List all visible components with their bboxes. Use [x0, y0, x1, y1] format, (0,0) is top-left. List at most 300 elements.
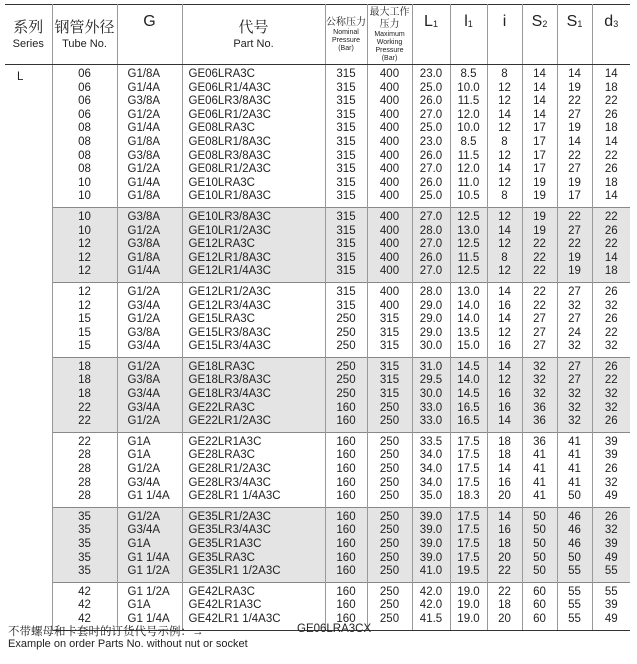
- cell-g-thread: G3/4A: [117, 300, 182, 314]
- cell-nominal-pressure: 250: [325, 340, 367, 357]
- cell-s1: 19: [557, 122, 592, 136]
- cell-max-pressure: 400: [367, 177, 412, 191]
- cell-tube-size: 10: [52, 177, 117, 191]
- order-example-note-zh: 不带螺母和卡套时的订货代号示例：→: [8, 626, 204, 638]
- cell-l1: 33.0: [412, 415, 450, 432]
- cell-l-small: 19.0: [450, 599, 487, 613]
- cell-tube-size: 28: [52, 477, 117, 491]
- cell-nominal-pressure: 315: [325, 177, 367, 191]
- cell-g-thread: G1/2A: [117, 507, 182, 524]
- cell-s2: 32: [522, 374, 557, 388]
- cell-l1: 39.0: [412, 552, 450, 566]
- cell-l1: 33.5: [412, 432, 450, 449]
- cell-l1: 34.0: [412, 449, 450, 463]
- cell-max-pressure: 250: [367, 490, 412, 507]
- cell-l-small: 12.0: [450, 163, 487, 177]
- table-row: [5, 340, 630, 357]
- cell-max-pressure: 250: [367, 432, 412, 449]
- cell-s1: 22: [557, 150, 592, 164]
- cell-d3: 26: [604, 463, 618, 476]
- cell-nominal-pressure: 315: [325, 252, 367, 266]
- cell-i: 12: [487, 207, 522, 224]
- table-row: [5, 463, 630, 477]
- cell-part-no: GE22LR1/2A3C: [182, 415, 325, 432]
- cell-nominal-pressure: 315: [325, 282, 367, 299]
- cell-part-no: GE08LR1/8A3C: [182, 136, 325, 150]
- cell-g-thread: G1 1/4A: [117, 490, 182, 507]
- cell-l1: 25.0: [412, 190, 450, 207]
- cell-tube-size: 08: [52, 122, 117, 136]
- cell-l1: 27.0: [412, 207, 450, 224]
- cell-s2: 41: [522, 463, 557, 477]
- cell-part-no: GE28LR1/2A3C: [182, 463, 325, 477]
- cell-part-no: GE42LR1 1/4A3C: [182, 613, 325, 630]
- cell-part-no: GE35LRA3C: [182, 552, 325, 566]
- cell-i: 14: [487, 313, 522, 327]
- cell-max-pressure: 400: [367, 136, 412, 150]
- cell-l-small: 19.5: [450, 565, 487, 582]
- cell-part-no: GE10LRA3C: [182, 177, 325, 191]
- cell-s2: 14: [522, 65, 557, 82]
- cell-tube-size: 06: [52, 95, 117, 109]
- cell-l-small: 11.5: [450, 252, 487, 266]
- cell-l-small: 17.5: [450, 432, 487, 449]
- table-row: [5, 374, 630, 388]
- cell-i: 12: [487, 374, 522, 388]
- cell-nominal-pressure: 160: [325, 477, 367, 491]
- header-max-en2: Pressure (Bar): [375, 46, 404, 62]
- cell-i: 12: [487, 122, 522, 136]
- table-row: [5, 402, 630, 416]
- cell-max-pressure: 250: [367, 524, 412, 538]
- cell-tube-size: 12: [52, 282, 117, 299]
- header-tube: [52, 5, 117, 65]
- cell-part-no: GE18LRA3C: [182, 357, 325, 374]
- cell-l-small: 19.0: [450, 613, 487, 630]
- table-row: [5, 252, 630, 266]
- cell-part-no: GE08LRA3C: [182, 122, 325, 136]
- cell-s1: 41: [557, 463, 592, 477]
- cell-l-small: 18.3: [450, 490, 487, 507]
- cell-d3: 32: [604, 299, 618, 312]
- table-row: [5, 225, 630, 239]
- cell-l1: 29.5: [412, 374, 450, 388]
- cell-s1: 41: [557, 477, 592, 491]
- header-max-zh: 最大工作压力: [369, 6, 410, 30]
- cell-nominal-pressure: 315: [325, 150, 367, 164]
- cell-part-no: GE15LR3/8A3C: [182, 327, 325, 341]
- table-row: [5, 282, 630, 299]
- cell-tube-size: 06: [52, 82, 117, 96]
- cell-i: 14: [487, 225, 522, 239]
- cell-s1: 22: [557, 238, 592, 252]
- cell-i: 14: [487, 163, 522, 177]
- cell-i: 22: [487, 582, 522, 599]
- cell-s2: 60: [522, 613, 557, 630]
- cell-d3: 18: [604, 81, 618, 94]
- cell-s1: 27: [557, 109, 592, 123]
- cell-tube-size: 28: [52, 490, 117, 507]
- cell-i: 8: [487, 252, 522, 266]
- cell-max-pressure: 315: [367, 374, 412, 388]
- cell-l1: 28.0: [412, 225, 450, 239]
- header-part: [182, 5, 325, 65]
- cell-max-pressure: 250: [367, 538, 412, 552]
- header-nominal-zh: 公称压力: [326, 16, 366, 28]
- cell-l-small: 11.5: [450, 95, 487, 109]
- cell-s1: 32: [557, 300, 592, 314]
- header-tube-zh: 钢管外径: [54, 18, 115, 36]
- cell-max-pressure: 400: [367, 300, 412, 314]
- cell-nominal-pressure: 315: [325, 225, 367, 239]
- header-s2-label: S: [531, 13, 543, 30]
- table-body: [5, 65, 630, 631]
- cell-d3: 32: [604, 476, 618, 489]
- header-l-small-label: l: [464, 13, 468, 30]
- table-row: [5, 265, 630, 282]
- cell-nominal-pressure: 315: [325, 238, 367, 252]
- cell-s2: 19: [522, 190, 557, 207]
- cell-d3: 26: [604, 163, 618, 176]
- cell-i: 16: [487, 402, 522, 416]
- header-nominal: [325, 5, 367, 65]
- cell-s2: 36: [522, 415, 557, 432]
- cell-l-small: 12.5: [450, 207, 487, 224]
- cell-max-pressure: 250: [367, 599, 412, 613]
- header-l1-label: L: [424, 13, 433, 30]
- cell-l1: 33.0: [412, 402, 450, 416]
- cell-l1: 30.0: [412, 340, 450, 357]
- cell-s1: 14: [557, 65, 592, 82]
- cell-d3: 39: [592, 432, 630, 449]
- cell-max-pressure: 250: [367, 582, 412, 599]
- cell-tube-size: 15: [52, 340, 117, 357]
- cell-part-no: GE12LRA3C: [182, 238, 325, 252]
- cell-g-thread: G1A: [117, 432, 182, 449]
- cell-s1: 46: [557, 507, 592, 524]
- cell-l1: 31.0: [412, 357, 450, 374]
- cell-d3: 18: [604, 122, 618, 135]
- cell-nominal-pressure: 315: [325, 109, 367, 123]
- cell-max-pressure: 400: [367, 225, 412, 239]
- cell-tube-size: 42: [52, 599, 117, 613]
- cell-i: 20: [487, 552, 522, 566]
- cell-max-pressure: 400: [367, 82, 412, 96]
- cell-l-small: 16.5: [450, 402, 487, 416]
- cell-s1: 46: [557, 524, 592, 538]
- cell-tube-size: 10: [52, 207, 117, 224]
- header-s2-sub: 2: [542, 19, 548, 29]
- cell-nominal-pressure: 250: [325, 327, 367, 341]
- cell-max-pressure: 250: [367, 477, 412, 491]
- cell-s1: 41: [557, 432, 592, 449]
- table-row: [5, 300, 630, 314]
- table-row: [5, 136, 630, 150]
- cell-part-no: GE42LR1A3C: [182, 599, 325, 613]
- cell-max-pressure: 400: [367, 238, 412, 252]
- cell-part-no: GE35LR1A3C: [182, 538, 325, 552]
- cell-g-thread: G1/2A: [117, 313, 182, 327]
- cell-max-pressure: 400: [367, 95, 412, 109]
- cell-tube-size: 35: [52, 507, 117, 524]
- cell-l-small: 8.5: [450, 65, 487, 82]
- cell-l1: 35.0: [412, 490, 450, 507]
- cell-i: 18: [487, 599, 522, 613]
- header-s2: [522, 5, 557, 65]
- cell-d3: 22: [592, 374, 630, 388]
- cell-d3: 14: [604, 135, 618, 148]
- cell-s1: 19: [557, 82, 592, 96]
- cell-l1: 26.0: [412, 252, 450, 266]
- cell-g-thread: G1/4A: [117, 265, 182, 282]
- table-row: [5, 177, 630, 191]
- cell-d3: 39: [604, 449, 618, 462]
- cell-l-small: 17.5: [450, 524, 487, 538]
- cell-i: 16: [487, 300, 522, 314]
- cell-s2: 32: [522, 357, 557, 374]
- header-l-small-sub: 1: [467, 19, 473, 29]
- header-nominal-en1: Nominal: [333, 28, 359, 36]
- cell-g-thread: G1/4A: [117, 82, 182, 96]
- cell-l-small: 14.5: [450, 388, 487, 402]
- cell-l1: 42.0: [412, 599, 450, 613]
- cell-part-no: GE18LR3/4A3C: [182, 388, 325, 402]
- header-s1-label: S: [566, 13, 578, 30]
- cell-l-small: 14.5: [450, 357, 487, 374]
- cell-g-thread: G1/8A: [117, 252, 182, 266]
- cell-max-pressure: 400: [367, 65, 412, 82]
- cell-nominal-pressure: 315: [325, 82, 367, 96]
- cell-tube-size: 42: [52, 582, 117, 599]
- cell-part-no: GE35LR1 1/2A3C: [182, 565, 325, 582]
- cell-g-thread: G3/4A: [117, 340, 182, 357]
- cell-tube-size: 06: [52, 65, 117, 82]
- cell-s2: 22: [522, 282, 557, 299]
- cell-s2: 19: [522, 207, 557, 224]
- cell-s1: 14: [557, 136, 592, 150]
- cell-l1: 25.0: [412, 122, 450, 136]
- cell-part-no: GE15LRA3C: [182, 313, 325, 327]
- cell-l-small: 10.5: [450, 190, 487, 207]
- cell-l1: 39.0: [412, 524, 450, 538]
- cell-max-pressure: 250: [367, 565, 412, 582]
- cell-nominal-pressure: 315: [325, 122, 367, 136]
- cell-max-pressure: 400: [367, 122, 412, 136]
- cell-nominal-pressure: 160: [325, 463, 367, 477]
- table-row: [5, 490, 630, 507]
- cell-i: 14: [487, 109, 522, 123]
- cell-d3: 32: [592, 524, 630, 538]
- cell-part-no: GE08LR1/2A3C: [182, 163, 325, 177]
- cell-max-pressure: 250: [367, 552, 412, 566]
- cell-l-small: 10.0: [450, 82, 487, 96]
- cell-s2: 19: [522, 177, 557, 191]
- cell-part-no: GE42LRA3C: [182, 582, 325, 599]
- cell-g-thread: G1A: [117, 599, 182, 613]
- cell-i: 16: [487, 388, 522, 402]
- cell-part-no: GE12LR1/4A3C: [182, 265, 325, 282]
- cell-g-thread: G3/8A: [117, 238, 182, 252]
- cell-tube-size: 22: [52, 402, 117, 416]
- cell-i: 8: [487, 65, 522, 82]
- cell-l1: 29.0: [412, 300, 450, 314]
- table-row: [5, 524, 630, 538]
- cell-d3: 26: [592, 225, 630, 239]
- cell-l-small: 17.5: [450, 552, 487, 566]
- cell-d3: 32: [592, 402, 630, 416]
- cell-i: 16: [487, 340, 522, 357]
- cell-g-thread: G3/8A: [117, 95, 182, 109]
- cell-i: 12: [487, 238, 522, 252]
- cell-s2: 22: [522, 265, 557, 282]
- cell-s2: 50: [522, 507, 557, 524]
- cell-i: 12: [487, 177, 522, 191]
- cell-s2: 50: [522, 552, 557, 566]
- cell-s2: 17: [522, 163, 557, 177]
- cell-s1: 22: [557, 95, 592, 109]
- cell-nominal-pressure: 160: [325, 524, 367, 538]
- cell-nominal-pressure: 160: [325, 449, 367, 463]
- cell-s2: 17: [522, 136, 557, 150]
- cell-s2: 14: [522, 82, 557, 96]
- cell-tube-size: 18: [52, 374, 117, 388]
- cell-nominal-pressure: 315: [325, 163, 367, 177]
- table-row: [5, 415, 630, 432]
- cell-nominal-pressure: 160: [325, 565, 367, 582]
- table-row: [5, 207, 630, 224]
- table-row: [5, 109, 630, 123]
- cell-i: 20: [487, 613, 522, 630]
- cell-tube-size: 10: [52, 225, 117, 239]
- cell-g-thread: G1A: [117, 449, 182, 463]
- cell-l1: 27.0: [412, 109, 450, 123]
- cell-part-no: GE06LR1/4A3C: [182, 82, 325, 96]
- header-part-zh: 代号: [238, 18, 269, 36]
- cell-s2: 60: [522, 599, 557, 613]
- cell-g-thread: G1/8A: [117, 65, 182, 82]
- cell-part-no: GE12LR3/4A3C: [182, 300, 325, 314]
- cell-l1: 30.0: [412, 388, 450, 402]
- cell-i: 12: [487, 150, 522, 164]
- cell-i: 14: [487, 463, 522, 477]
- header-nominal-en2: Pressure (Bar): [331, 36, 360, 52]
- cell-s1: 32: [557, 340, 592, 357]
- cell-max-pressure: 400: [367, 150, 412, 164]
- cell-s1: 55: [557, 613, 592, 630]
- cell-l-small: 17.5: [450, 463, 487, 477]
- cell-l-small: 13.0: [450, 282, 487, 299]
- series-cell: L: [5, 65, 52, 631]
- cell-i: 8: [487, 190, 522, 207]
- header-d3-label: d: [604, 13, 614, 30]
- cell-l1: 26.0: [412, 150, 450, 164]
- cell-max-pressure: 315: [367, 388, 412, 402]
- cell-s2: 17: [522, 122, 557, 136]
- cell-l1: 27.0: [412, 238, 450, 252]
- cell-s1: 55: [557, 599, 592, 613]
- header-series-zh: 系列: [13, 18, 44, 36]
- cell-d3: 26: [592, 357, 630, 374]
- cell-s1: 32: [557, 388, 592, 402]
- cell-tube-size: 18: [52, 388, 117, 402]
- cell-i: 16: [487, 524, 522, 538]
- cell-nominal-pressure: 160: [325, 490, 367, 507]
- cell-s1: 27: [557, 282, 592, 299]
- table-row: [5, 449, 630, 463]
- cell-l1: 25.0: [412, 82, 450, 96]
- cell-l-small: 14.0: [450, 300, 487, 314]
- cell-nominal-pressure: 315: [325, 265, 367, 282]
- cell-part-no: GE10LR1/8A3C: [182, 190, 325, 207]
- cell-g-thread: G3/4A: [117, 402, 182, 416]
- cell-g-thread: G1/2A: [117, 463, 182, 477]
- cell-s2: 41: [522, 477, 557, 491]
- cell-i: 18: [487, 538, 522, 552]
- cell-l1: 41.5: [412, 613, 450, 630]
- cell-nominal-pressure: 250: [325, 374, 367, 388]
- cell-i: 22: [487, 565, 522, 582]
- table-row: [5, 507, 630, 524]
- cell-s2: 50: [522, 524, 557, 538]
- cell-d3: 55: [592, 582, 630, 599]
- cell-max-pressure: 250: [367, 449, 412, 463]
- cell-tube-size: 10: [52, 190, 117, 207]
- cell-d3: 26: [604, 313, 618, 326]
- cell-s2: 50: [522, 538, 557, 552]
- cell-tube-size: 35: [52, 552, 117, 566]
- cell-l1: 29.0: [412, 313, 450, 327]
- cell-part-no: GE12LR1/2A3C: [182, 282, 325, 299]
- cell-i: 8: [487, 136, 522, 150]
- cell-nominal-pressure: 250: [325, 313, 367, 327]
- cell-s1: 19: [557, 252, 592, 266]
- cell-nominal-pressure: 315: [325, 300, 367, 314]
- cell-l-small: 11.0: [450, 177, 487, 191]
- cell-g-thread: G1A: [117, 538, 182, 552]
- cell-l1: 34.0: [412, 477, 450, 491]
- cell-s1: 27: [557, 374, 592, 388]
- cell-s1: 55: [557, 565, 592, 582]
- cell-s2: 36: [522, 432, 557, 449]
- cell-d3: 14: [592, 252, 630, 266]
- cell-part-no: GE28LR1 1/4A3C: [182, 490, 325, 507]
- cell-d3: 22: [592, 207, 630, 224]
- header-max: [367, 5, 412, 65]
- cell-s2: 22: [522, 252, 557, 266]
- cell-l1: 26.0: [412, 95, 450, 109]
- cell-nominal-pressure: 160: [325, 538, 367, 552]
- cell-max-pressure: 400: [367, 265, 412, 282]
- cell-max-pressure: 250: [367, 402, 412, 416]
- cell-d3: 32: [604, 340, 618, 353]
- cell-nominal-pressure: 250: [325, 357, 367, 374]
- cell-g-thread: G3/4A: [117, 477, 182, 491]
- cell-max-pressure: 315: [367, 313, 412, 327]
- cell-i: 16: [487, 477, 522, 491]
- cell-tube-size: 08: [52, 136, 117, 150]
- cell-l1: 23.0: [412, 136, 450, 150]
- cell-nominal-pressure: 250: [325, 388, 367, 402]
- cell-part-no: GE08LR3/8A3C: [182, 150, 325, 164]
- cell-g-thread: G1/2A: [117, 163, 182, 177]
- cell-d3: 49: [604, 490, 618, 503]
- header-g: [117, 5, 182, 65]
- cell-d3: 22: [604, 326, 618, 339]
- cell-d3: 39: [592, 538, 630, 552]
- cell-s1: 32: [557, 415, 592, 432]
- cell-g-thread: G3/4A: [117, 524, 182, 538]
- cell-max-pressure: 400: [367, 282, 412, 299]
